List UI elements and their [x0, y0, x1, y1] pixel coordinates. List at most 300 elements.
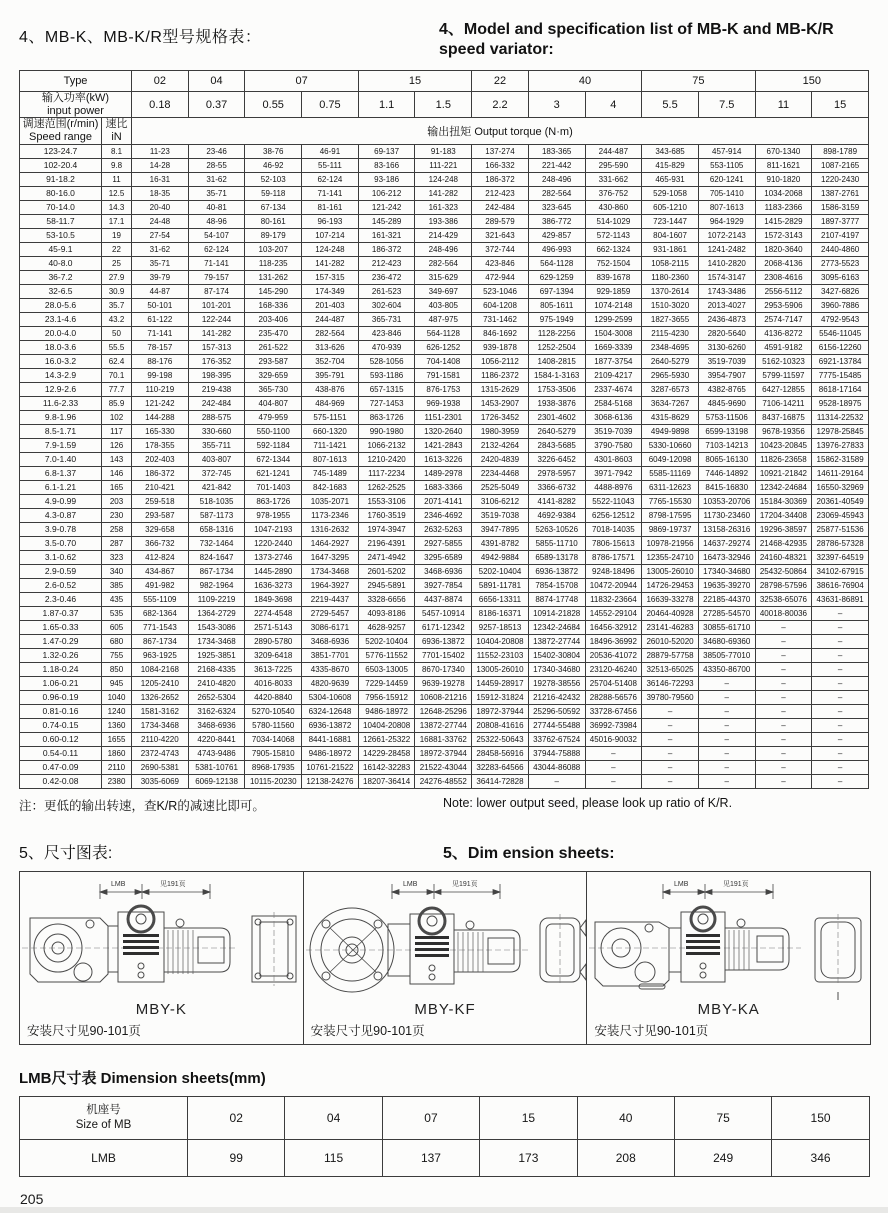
torque-cell: – — [755, 620, 812, 634]
torque-cell: 295-590 — [585, 158, 642, 172]
speed-range-cell: 3.9-0.78 — [20, 522, 102, 536]
section5-title-zh: 5、尺寸图表: — [19, 844, 113, 862]
torque-cell: 28879-57758 — [642, 648, 699, 662]
torque-cell: 1504-3008 — [585, 326, 642, 340]
ref-page-label: 见191页 — [451, 880, 478, 888]
torque-cell: 1074-2148 — [585, 298, 642, 312]
torque-cell: 3226-6452 — [528, 452, 585, 466]
torque-cell: 157-313 — [188, 340, 245, 354]
torque-cell: 846-1692 — [472, 326, 529, 340]
power-value-header: 1.5 — [415, 92, 472, 118]
torque-cell: 910-1820 — [755, 172, 812, 186]
torque-cell: 403-805 — [415, 298, 472, 312]
torque-cell: 1364-2729 — [188, 606, 245, 620]
torque-cell: 62-124 — [188, 242, 245, 256]
torque-cell: 31-62 — [132, 242, 189, 256]
speed-range-cell: 0.60-0.12 — [20, 732, 102, 746]
ratio-label-en: iN — [111, 130, 122, 143]
torque-cell: 1574-3147 — [698, 270, 755, 284]
spec-row — [20, 172, 869, 186]
torque-cell: 21468-42935 — [755, 536, 812, 550]
torque-cell: 214-429 — [415, 228, 472, 242]
torque-cell: 16550-32969 — [812, 480, 869, 494]
torque-cell: 3162-6324 — [188, 704, 245, 718]
spec-table-body — [20, 144, 869, 788]
torque-cell: 7446-14892 — [698, 466, 755, 480]
torque-cell: 7806-15613 — [585, 536, 642, 550]
torque-cell: 101-201 — [188, 298, 245, 312]
spec-row — [20, 312, 869, 326]
torque-cell: 867-1734 — [188, 564, 245, 578]
ratio-label-zh: 速比 — [105, 118, 128, 131]
torque-cell: 3851-7701 — [302, 648, 359, 662]
torque-cell: 8437-16875 — [755, 410, 812, 424]
torque-cell: 25877-51536 — [812, 522, 869, 536]
ratio-cell: 340 — [102, 564, 132, 578]
size-header-cell: 07 — [382, 1096, 479, 1139]
torque-cell: 839-1678 — [585, 270, 642, 284]
torque-cell: 5330-10660 — [642, 438, 699, 452]
lmb-value-cell: 115 — [285, 1139, 382, 1176]
power-header-row — [20, 92, 869, 118]
ratio-cell: 11 — [102, 172, 132, 186]
torque-cell: 15402-30804 — [528, 648, 585, 662]
torque-cell: 421-842 — [188, 480, 245, 494]
torque-cell: 1186-2372 — [472, 368, 529, 382]
torque-cell: 5891-11781 — [472, 578, 529, 592]
ratio-cell: 126 — [102, 438, 132, 452]
type-col-header: 22 — [472, 71, 529, 92]
torque-cell: 496-993 — [528, 242, 585, 256]
torque-cell: 176-352 — [188, 354, 245, 368]
torque-cell: 96-193 — [302, 214, 359, 228]
torque-cell: – — [755, 662, 812, 676]
torque-cell: 3468-6936 — [188, 718, 245, 732]
torque-cell: 376-752 — [585, 186, 642, 200]
torque-cell: 355-711 — [188, 438, 245, 452]
torque-cell: – — [698, 746, 755, 760]
speed-range-cell: 14.3-2.9 — [20, 368, 102, 382]
torque-cell: 261-522 — [245, 340, 302, 354]
torque-cell: 54-107 — [188, 228, 245, 242]
torque-cell: 71-141 — [188, 256, 245, 270]
torque-cell: 429-857 — [528, 228, 585, 242]
torque-cell: 1636-3273 — [245, 578, 302, 592]
ratio-cell: 435 — [102, 592, 132, 606]
torque-cell: – — [698, 718, 755, 732]
torque-cell: 2632-5263 — [415, 522, 472, 536]
torque-cell: 1753-3506 — [528, 382, 585, 396]
torque-cell: 9486-18972 — [358, 704, 415, 718]
torque-cell: 697-1394 — [528, 284, 585, 298]
torque-cell: 157-315 — [302, 270, 359, 284]
spec-row — [20, 396, 869, 410]
mby-ka-drawing — [587, 874, 869, 1006]
torque-cell: 23-46 — [188, 144, 245, 158]
torque-cell: 27285-54570 — [698, 606, 755, 620]
torque-cell: 6656-13311 — [472, 592, 529, 606]
spec-row — [20, 774, 869, 788]
torque-cell: 20-40 — [132, 200, 189, 214]
torque-cell: 5304-10608 — [302, 690, 359, 704]
torque-cell: 10761-21522 — [302, 760, 359, 774]
torque-cell: 36414-72828 — [472, 774, 529, 788]
torque-cell: 137-274 — [472, 144, 529, 158]
torque-cell: 8786-17571 — [585, 550, 642, 564]
spec-row — [20, 536, 869, 550]
torque-cell: 13158-26316 — [698, 522, 755, 536]
ratio-cell: 850 — [102, 662, 132, 676]
ratio-cell: 22 — [102, 242, 132, 256]
torque-cell: 4220-8441 — [188, 732, 245, 746]
torque-cell: 20808-41616 — [472, 718, 529, 732]
ratio-cell: 287 — [102, 536, 132, 550]
type-header-row — [20, 71, 869, 92]
torque-cell: 939-1878 — [472, 340, 529, 354]
torque-cell: 4093-8186 — [358, 606, 415, 620]
torque-cell: 35-71 — [132, 256, 189, 270]
ratio-cell: 9.8 — [102, 158, 132, 172]
torque-cell: 1316-2632 — [302, 522, 359, 536]
torque-cell: 3366-6732 — [528, 480, 585, 494]
torque-cell: 4820-9639 — [302, 676, 359, 690]
torque-cell: 6936-13872 — [528, 564, 585, 578]
torque-cell: 71-141 — [302, 186, 359, 200]
spec-row — [20, 368, 869, 382]
spec-row — [20, 452, 869, 466]
spec-row — [20, 606, 869, 620]
torque-cell: 1087-2165 — [812, 158, 869, 172]
torque-cell: 1084-2168 — [132, 662, 189, 676]
torque-cell: 6599-13198 — [698, 424, 755, 438]
speed-range-cell: 4.9-0.99 — [20, 494, 102, 508]
torque-cell: 24160-48321 — [755, 550, 812, 564]
input-power-label-zh: 输入功率(kW) — [41, 92, 110, 104]
speed-range-cell: 2.9-0.59 — [20, 564, 102, 578]
torque-cell: 6069-12138 — [188, 774, 245, 788]
torque-cell: 5457-10914 — [415, 606, 472, 620]
torque-cell: 11552-23103 — [472, 648, 529, 662]
power-value-header: 1.1 — [358, 92, 415, 118]
torque-cell: 791-1581 — [415, 368, 472, 382]
torque-cell: 2471-4942 — [358, 550, 415, 564]
torque-cell: 1035-2071 — [302, 494, 359, 508]
spec-row — [20, 284, 869, 298]
torque-cell: 111-221 — [415, 158, 472, 172]
torque-cell: 201-403 — [302, 298, 359, 312]
ratio-cell: 203 — [102, 494, 132, 508]
torque-cell: – — [698, 760, 755, 774]
torque-cell: – — [755, 760, 812, 774]
torque-cell: 1410-2820 — [698, 256, 755, 270]
torque-cell: 8065-16130 — [698, 452, 755, 466]
torque-cell: 17340-34680 — [698, 564, 755, 578]
torque-cell: 244-487 — [585, 144, 642, 158]
ratio-cell: 258 — [102, 522, 132, 536]
torque-cell: 7229-14459 — [358, 676, 415, 690]
torque-cell: 14726-29453 — [642, 578, 699, 592]
spec-row — [20, 424, 869, 438]
torque-cell: 528-1056 — [358, 354, 415, 368]
torque-cell: 727-1453 — [358, 396, 415, 410]
torque-cell: 20536-41072 — [585, 648, 642, 662]
torque-cell: 415-829 — [642, 158, 699, 172]
torque-cell: 5270-10540 — [245, 704, 302, 718]
torque-cell: 55-111 — [302, 158, 359, 172]
torque-cell: 1220-2430 — [812, 172, 869, 186]
torque-cell: 807-1613 — [698, 200, 755, 214]
speed-range-cell: 6.8-1.37 — [20, 466, 102, 480]
spec-row — [20, 270, 869, 284]
torque-cell: 372-744 — [472, 242, 529, 256]
torque-cell: 32513-65025 — [642, 662, 699, 676]
torque-cell: 479-959 — [245, 410, 302, 424]
torque-cell: 14-28 — [132, 158, 189, 172]
torque-cell: 365-731 — [358, 312, 415, 326]
torque-cell: – — [755, 690, 812, 704]
torque-header-row — [20, 118, 869, 144]
torque-cell: 553-1105 — [698, 158, 755, 172]
torque-cell: 89-179 — [245, 228, 302, 242]
torque-cell: 18972-37944 — [472, 704, 529, 718]
panel-mby-ka — [587, 872, 870, 1044]
torque-cell: 4382-8765 — [698, 382, 755, 396]
torque-cell: 4391-8782 — [472, 536, 529, 550]
torque-cell: 248-496 — [415, 242, 472, 256]
torque-cell: 329-658 — [132, 522, 189, 536]
type-col-header: 15 — [358, 71, 471, 92]
torque-cell: 27744-55488 — [528, 718, 585, 732]
speed-range-cell: 4.3-0.87 — [20, 508, 102, 522]
torque-cell: 1453-2907 — [472, 396, 529, 410]
torque-cell: 13872-27744 — [415, 718, 472, 732]
torque-cell: 34102-67915 — [812, 564, 869, 578]
ratio-cell: 385 — [102, 578, 132, 592]
torque-cell: 5202-10404 — [358, 634, 415, 648]
torque-cell: 4420-8840 — [245, 690, 302, 704]
torque-cell: 25322-50643 — [472, 732, 529, 746]
torque-cell: 8798-17595 — [642, 508, 699, 522]
spec-row — [20, 550, 869, 564]
torque-cell: 752-1504 — [585, 256, 642, 270]
torque-cell: 1128-2256 — [528, 326, 585, 340]
torque-cell: 2574-7147 — [755, 312, 812, 326]
spec-row — [20, 634, 869, 648]
torque-cell: – — [812, 760, 869, 774]
torque-cell: – — [755, 676, 812, 690]
speed-range-cell: 1.32-0.26 — [20, 648, 102, 662]
note-row — [19, 796, 869, 814]
speed-range-cell: 1.06-0.21 — [20, 676, 102, 690]
torque-cell: 110-219 — [132, 382, 189, 396]
speed-range-cell: 18.0-3.6 — [20, 340, 102, 354]
torque-cell: 1034-2068 — [755, 186, 812, 200]
power-value-header: 3 — [528, 92, 585, 118]
torque-cell: 39780-79560 — [642, 690, 699, 704]
torque-cell: 564-1128 — [528, 256, 585, 270]
torque-cell: 2109-4217 — [585, 368, 642, 382]
torque-cell: 2436-4873 — [698, 312, 755, 326]
torque-cell: 1262-2525 — [358, 480, 415, 494]
torque-cell: 9528-18975 — [812, 396, 869, 410]
torque-cell: 4315-8629 — [642, 410, 699, 424]
torque-cell: 8441-16881 — [302, 732, 359, 746]
spec-row — [20, 382, 869, 396]
torque-cell: 144-288 — [132, 410, 189, 424]
speed-range-cell: 80-16.0 — [20, 186, 102, 200]
ratio-cell: 945 — [102, 676, 132, 690]
torque-cell: 2652-5304 — [188, 690, 245, 704]
speed-range-cell: 1.65-0.33 — [20, 620, 102, 634]
torque-cell: 2601-5202 — [358, 564, 415, 578]
torque-cell: 2890-5780 — [245, 634, 302, 648]
torque-cell: – — [812, 662, 869, 676]
torque-cell: 6921-13784 — [812, 354, 869, 368]
torque-cell: 45016-90032 — [585, 732, 642, 746]
torque-cell: 564-1128 — [415, 326, 472, 340]
torque-cell: 43044-86088 — [528, 760, 585, 774]
torque-cell: 12342-24684 — [528, 620, 585, 634]
torque-cell: 898-1789 — [812, 144, 869, 158]
lmb-value-cell: 208 — [577, 1139, 674, 1176]
torque-cell: 259-518 — [132, 494, 189, 508]
torque-cell: – — [755, 704, 812, 718]
torque-cell: 2440-4860 — [812, 242, 869, 256]
torque-cell: 2978-5957 — [528, 466, 585, 480]
torque-cell: 1066-2132 — [358, 438, 415, 452]
torque-cell: 620-1241 — [698, 172, 755, 186]
torque-cell: 23141-46283 — [642, 620, 699, 634]
torque-cell: 9678-19356 — [755, 424, 812, 438]
torque-cell: 352-704 — [302, 354, 359, 368]
torque-cell: 40-81 — [188, 200, 245, 214]
torque-cell: 1117-2234 — [358, 466, 415, 480]
torque-cell: 25704-51408 — [585, 676, 642, 690]
speed-range-cell: 0.74-0.15 — [20, 718, 102, 732]
torque-cell: 3790-7580 — [585, 438, 642, 452]
torque-cell: – — [698, 690, 755, 704]
torque-cell: 5263-10526 — [528, 522, 585, 536]
torque-cell: 2965-5930 — [642, 368, 699, 382]
speed-range-cell: 45-9.1 — [20, 242, 102, 256]
torque-cell: 33762-67524 — [528, 732, 585, 746]
torque-cell: 3086-6171 — [302, 620, 359, 634]
torque-cell: 1925-3851 — [188, 648, 245, 662]
torque-cell: 518-1035 — [188, 494, 245, 508]
mby-k-drawing — [20, 874, 302, 1006]
ratio-cell: 30.9 — [102, 284, 132, 298]
torque-cell: 28798-57596 — [755, 578, 812, 592]
torque-cell: 88-176 — [132, 354, 189, 368]
torque-cell: 221-442 — [528, 158, 585, 172]
lmb-value-cell: 137 — [382, 1139, 479, 1176]
torque-cell: 141-282 — [415, 186, 472, 200]
torque-cell: 31-62 — [188, 172, 245, 186]
speed-range-cell: 2.6-0.52 — [20, 578, 102, 592]
torque-cell: 982-1964 — [188, 578, 245, 592]
size-header-cell: 40 — [577, 1096, 674, 1139]
torque-cell: 723-1447 — [642, 214, 699, 228]
torque-cell: 36992-73984 — [585, 718, 642, 732]
torque-cell: 3328-6656 — [358, 592, 415, 606]
speed-range-cell: 1.87-0.37 — [20, 606, 102, 620]
page-title-en: 4、Model and specification list of MB-K and MB-K/R speed variator: — [439, 21, 834, 58]
torque-cell: 386-772 — [528, 214, 585, 228]
torque-cell: 21522-43044 — [415, 760, 472, 774]
torque-cell: 10978-21956 — [642, 536, 699, 550]
spec-row — [20, 676, 869, 690]
speed-range-cell: 23.1-4.6 — [20, 312, 102, 326]
torque-cell: – — [755, 634, 812, 648]
torque-cell: 6936-13872 — [302, 718, 359, 732]
torque-cell: 1726-3452 — [472, 410, 529, 424]
spec-row — [20, 578, 869, 592]
speed-range-cell: 123-24.7 — [20, 144, 102, 158]
spec-row — [20, 690, 869, 704]
torque-cell: 366-732 — [132, 536, 189, 550]
torque-cell: 78-157 — [132, 340, 189, 354]
torque-cell: 11730-23460 — [698, 508, 755, 522]
torque-cell: 2820-5640 — [698, 326, 755, 340]
power-value-header: 5.5 — [642, 92, 699, 118]
torque-cell: 28786-57328 — [812, 536, 869, 550]
torque-cell: – — [642, 760, 699, 774]
torque-cell: 575-1151 — [302, 410, 359, 424]
spec-row — [20, 298, 869, 312]
spec-row — [20, 466, 869, 480]
lmb-dim-label: LMB — [674, 880, 689, 888]
speed-range-label-en: Speed range — [29, 130, 92, 143]
torque-cell: 465-931 — [642, 172, 699, 186]
torque-cell: 10423-20845 — [755, 438, 812, 452]
speed-range-cell: 11.6-2.33 — [20, 396, 102, 410]
spec-row — [20, 508, 869, 522]
torque-cell: – — [755, 732, 812, 746]
ratio-cell: 143 — [102, 452, 132, 466]
torque-cell: – — [698, 676, 755, 690]
torque-cell: 178-355 — [132, 438, 189, 452]
spec-row — [20, 354, 869, 368]
spec-row — [20, 704, 869, 718]
spec-table — [19, 70, 869, 789]
torque-cell: – — [642, 746, 699, 760]
torque-cell: 1210-2420 — [358, 452, 415, 466]
spec-row — [20, 200, 869, 214]
torque-cell: 1109-2219 — [188, 592, 245, 606]
torque-cell: 17204-34408 — [755, 508, 812, 522]
torque-cell: 1938-3876 — [528, 396, 585, 410]
torque-cell: 124-248 — [415, 172, 472, 186]
lmb-header-row — [20, 1096, 870, 1139]
ratio-cell: 605 — [102, 620, 132, 634]
section5-title-en: 5、Dim ension sheets: — [443, 844, 615, 862]
torque-cell: 2584-5168 — [585, 396, 642, 410]
torque-cell: 3035-6069 — [132, 774, 189, 788]
spec-row — [20, 144, 869, 158]
torque-cell: 198-395 — [188, 368, 245, 382]
torque-cell: 14459-28917 — [472, 676, 529, 690]
torque-cell: 10353-20706 — [698, 494, 755, 508]
torque-cell: 21216-42432 — [528, 690, 585, 704]
torque-cell: 43631-86891 — [812, 592, 869, 606]
torque-cell: 4942-9884 — [472, 550, 529, 564]
torque-cell: 1299-2599 — [585, 312, 642, 326]
torque-cell: 1581-3162 — [132, 704, 189, 718]
speed-range-cell: 3.5-0.70 — [20, 536, 102, 550]
torque-cell: 14611-29164 — [812, 466, 869, 480]
torque-cell: – — [698, 732, 755, 746]
torque-cell: 174-349 — [302, 284, 359, 298]
